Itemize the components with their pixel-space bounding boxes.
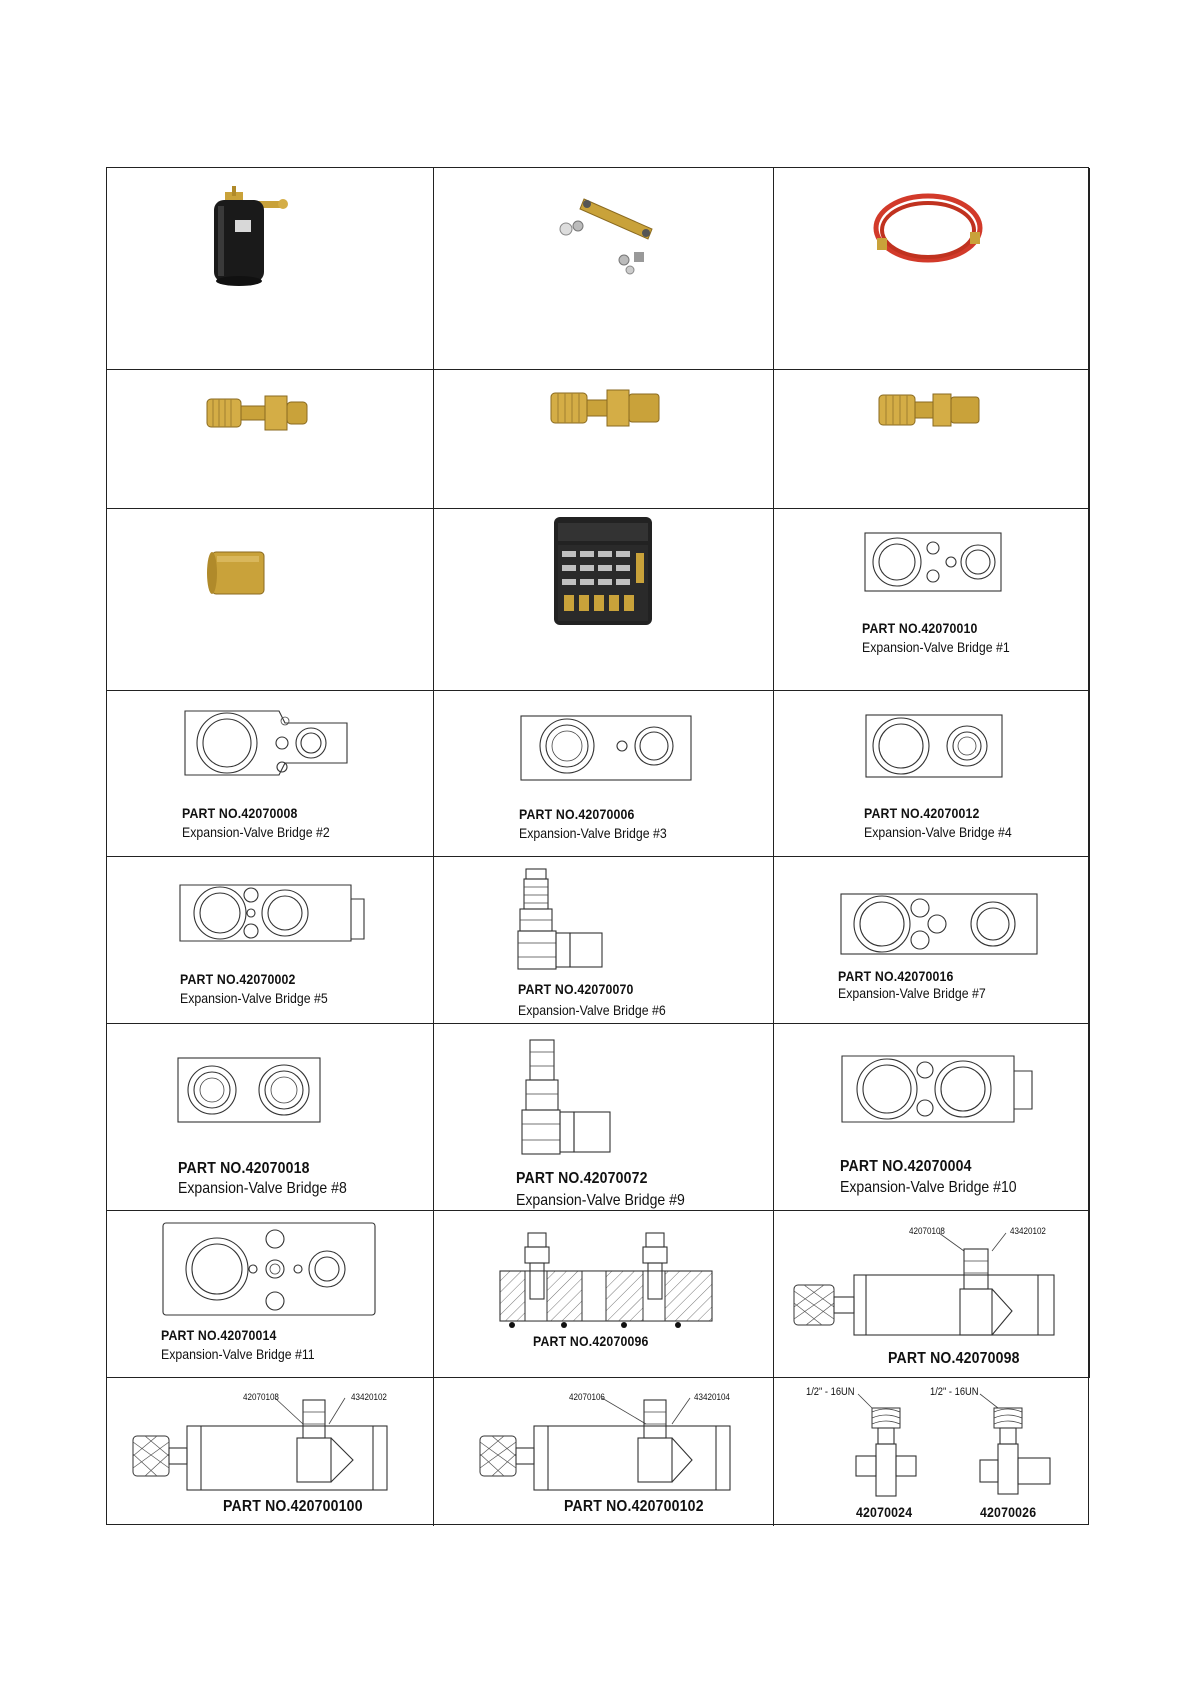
cell-r1-c3 bbox=[774, 168, 1090, 370]
cell-r5-c1 bbox=[107, 857, 434, 1024]
part-description: Expansion-Valve Bridge #4 bbox=[864, 824, 1012, 840]
part-number: 42070024 bbox=[856, 1504, 913, 1520]
cell-r1-c1 bbox=[107, 168, 434, 370]
part-number: PART NO.42070016 bbox=[838, 968, 954, 984]
part-number: PART NO.42070004 bbox=[840, 1158, 972, 1175]
cell-r2-c1 bbox=[107, 370, 434, 509]
cell-r5-c2 bbox=[434, 857, 774, 1024]
part-number: PART NO.42070010 bbox=[862, 620, 978, 636]
bridge-1-drawing bbox=[774, 509, 1090, 691]
part-number: PART NO.42070098 bbox=[888, 1350, 1020, 1367]
part-description: Expansion-Valve Bridge #7 bbox=[838, 985, 986, 1001]
union-fittings-drawing bbox=[774, 1378, 1090, 1526]
callout-label: 42070108 bbox=[909, 1226, 945, 1237]
brass-adapter-photo bbox=[107, 370, 434, 509]
cell-r7-c2 bbox=[434, 1211, 774, 1378]
thread-label: 1/2" - 16UN bbox=[806, 1386, 855, 1398]
cell-r5-c3 bbox=[774, 857, 1090, 1024]
part-number: PART NO.420700102 bbox=[564, 1498, 704, 1515]
part-number: PART NO.42070070 bbox=[518, 981, 634, 997]
filter-drier-photo bbox=[107, 168, 434, 370]
part-number: PART NO.42070014 bbox=[161, 1327, 277, 1343]
cell-r4-c1 bbox=[107, 691, 434, 857]
part-description: Expansion-Valve Bridge #11 bbox=[161, 1346, 315, 1362]
part-description: Expansion-Valve Bridge #9 bbox=[516, 1192, 685, 1209]
manifold-block-drawing bbox=[434, 1211, 774, 1378]
callout-label: 42070108 bbox=[243, 1392, 279, 1403]
brass-adapter-photo bbox=[434, 370, 774, 509]
part-description: Expansion-Valve Bridge #3 bbox=[519, 825, 667, 841]
thread-label: 1/2" - 16UN bbox=[930, 1386, 979, 1398]
cell-r6-c3 bbox=[774, 1024, 1090, 1211]
cell-r8-c2 bbox=[434, 1378, 774, 1526]
red-hose-photo bbox=[774, 168, 1090, 370]
part-description: Expansion-Valve Bridge #8 bbox=[178, 1180, 347, 1197]
part-number: PART NO.42070012 bbox=[864, 805, 980, 821]
part-description: Expansion-Valve Bridge #1 bbox=[862, 639, 1010, 655]
bracket-photo bbox=[434, 168, 774, 370]
adapter-kit-case-photo bbox=[434, 509, 774, 691]
callout-label: 43420102 bbox=[351, 1392, 387, 1403]
cell-r7-c3 bbox=[774, 1211, 1090, 1378]
part-number: PART NO.42070002 bbox=[180, 971, 296, 987]
cell-r3-c3 bbox=[774, 509, 1090, 691]
cell-r4-c3 bbox=[774, 691, 1090, 857]
callout-label: 43420104 bbox=[694, 1392, 730, 1403]
bridge-6-drawing bbox=[434, 857, 774, 1024]
cell-r3-c2 bbox=[434, 509, 774, 691]
part-description: Expansion-Valve Bridge #5 bbox=[180, 990, 328, 1006]
part-number: PART NO.42070008 bbox=[182, 805, 298, 821]
callout-label: 42070106 bbox=[569, 1392, 605, 1403]
brass-adapter-photo bbox=[774, 370, 1090, 509]
part-number: 42070026 bbox=[980, 1504, 1037, 1520]
part-number: PART NO.42070006 bbox=[519, 806, 635, 822]
cell-r7-c1 bbox=[107, 1211, 434, 1378]
cell-r1-c2 bbox=[434, 168, 774, 370]
cell-r4-c2 bbox=[434, 691, 774, 857]
callout-label: 43420102 bbox=[1010, 1226, 1046, 1237]
cell-r8-c3 bbox=[774, 1378, 1090, 1526]
cell-r6-c2 bbox=[434, 1024, 774, 1211]
catalog-grid bbox=[106, 167, 1089, 1525]
part-number: PART NO.42070096 bbox=[533, 1333, 649, 1349]
part-number: PART NO.42070018 bbox=[178, 1160, 310, 1177]
part-description: Expansion-Valve Bridge #10 bbox=[840, 1179, 1017, 1196]
cell-r2-c2 bbox=[434, 370, 774, 509]
cell-r6-c1 bbox=[107, 1024, 434, 1211]
brass-sleeve-photo bbox=[107, 509, 434, 691]
part-description: Expansion-Valve Bridge #2 bbox=[182, 824, 330, 840]
part-number: PART NO.420700100 bbox=[223, 1498, 363, 1515]
cell-r2-c3 bbox=[774, 370, 1090, 509]
cell-r3-c1 bbox=[107, 509, 434, 691]
cell-r8-c1 bbox=[107, 1378, 434, 1526]
part-description: Expansion-Valve Bridge #6 bbox=[518, 1002, 666, 1018]
part-number: PART NO.42070072 bbox=[516, 1170, 648, 1187]
